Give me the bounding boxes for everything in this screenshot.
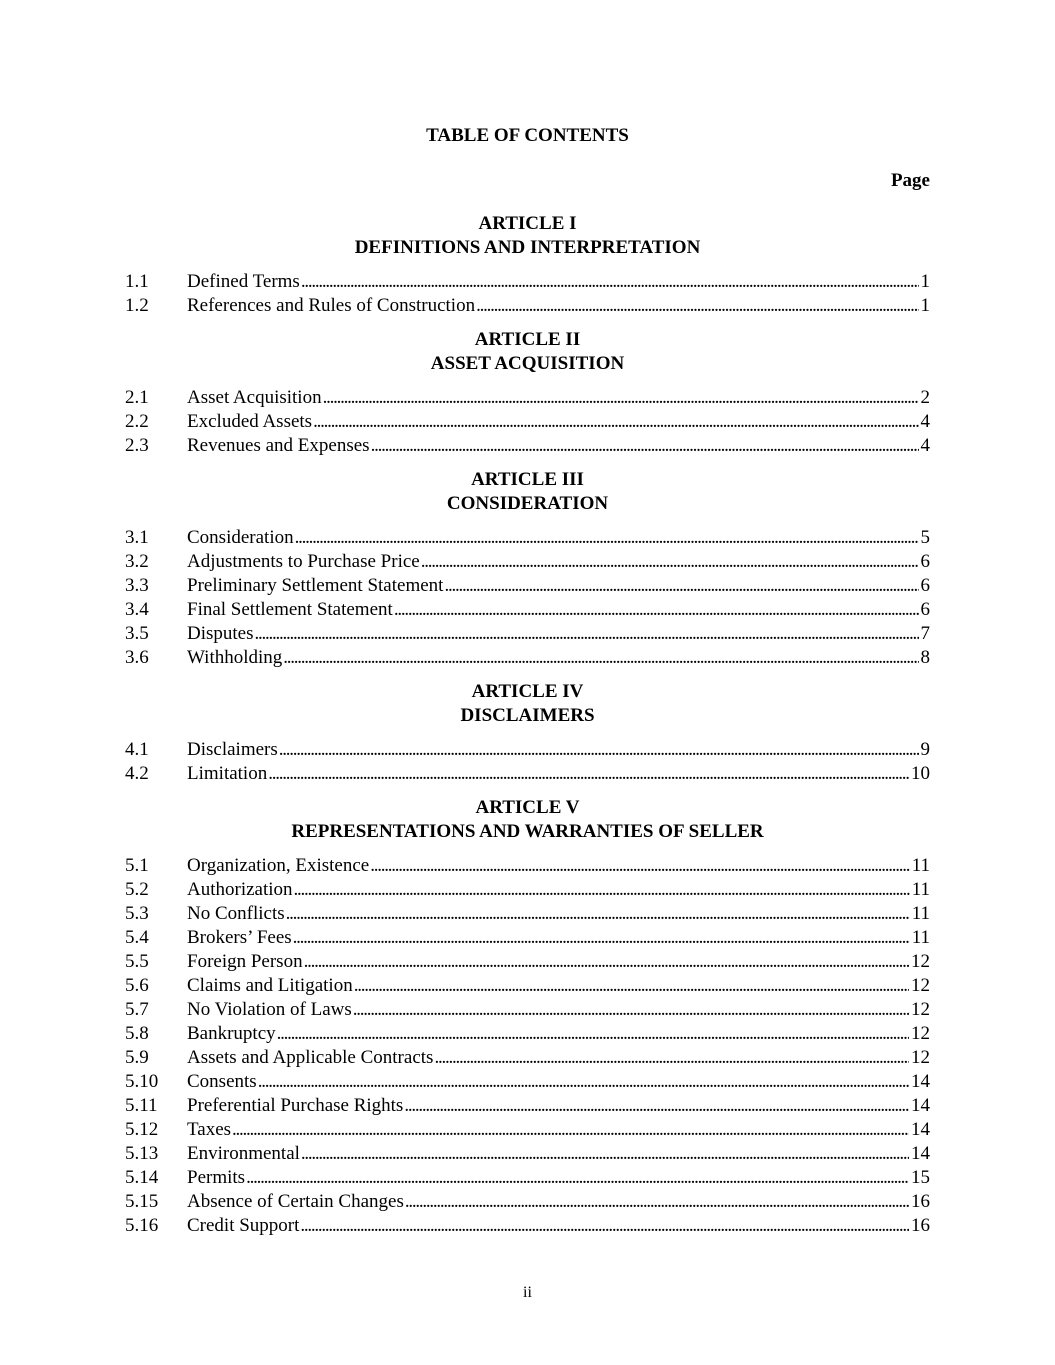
section-title: Disclaimers — [187, 739, 278, 760]
article-number: ARTICLE I — [478, 213, 577, 234]
dot-leader — [295, 526, 919, 550]
section-title: Brokers’ Fees — [187, 927, 292, 948]
section-page-number: 9 — [920, 739, 930, 760]
toc-entry[interactable] — [125, 526, 930, 550]
section-page-number: 12 — [911, 1023, 930, 1044]
toc-entry[interactable] — [125, 762, 930, 786]
toc-entry[interactable] — [125, 622, 930, 646]
dot-leader — [255, 622, 919, 646]
article-heading — [125, 212, 930, 260]
dot-leader — [294, 878, 910, 902]
toc-entry[interactable] — [125, 974, 930, 998]
section-number: 3.6 — [125, 647, 149, 668]
dot-leader — [313, 410, 918, 434]
article-heading — [125, 796, 930, 844]
dot-leader — [404, 1094, 909, 1118]
section-title: Bankruptcy — [187, 1023, 276, 1044]
section-page-number: 4 — [920, 435, 930, 456]
dot-leader — [370, 854, 910, 878]
section-page-number: 16 — [911, 1191, 930, 1212]
article-heading — [125, 468, 930, 516]
article-heading — [125, 680, 930, 728]
section-title: Organization, Existence — [187, 855, 370, 876]
dot-leader — [434, 1046, 909, 1070]
section-page-number: 1 — [920, 295, 930, 316]
article-number: ARTICLE III — [471, 469, 584, 490]
section-title: Disputes — [187, 623, 254, 644]
section-title: No Conflicts — [187, 903, 285, 924]
section-page-number: 4 — [920, 411, 930, 432]
section-number: 5.5 — [125, 951, 149, 972]
section-number: 5.12 — [125, 1119, 159, 1140]
section-title: Revenues and Expenses — [187, 435, 370, 456]
section-page-number: 16 — [911, 1215, 930, 1236]
dot-leader — [301, 270, 919, 294]
section-title: Foreign Person — [187, 951, 303, 972]
section-title: Withholding — [187, 647, 283, 668]
dot-leader — [300, 1214, 909, 1238]
article-section — [125, 328, 930, 458]
section-page-number: 11 — [911, 855, 930, 876]
section-page-number: 14 — [911, 1095, 930, 1116]
article-number: ARTICLE IV — [471, 681, 584, 702]
toc-entry[interactable] — [125, 738, 930, 762]
section-title: Permits — [187, 1167, 246, 1188]
section-title: Preferential Purchase Rights — [187, 1095, 404, 1116]
section-number: 5.14 — [125, 1167, 159, 1188]
section-title: Absence of Certain Changes — [187, 1191, 404, 1212]
dot-leader — [246, 1166, 909, 1190]
section-number: 2.2 — [125, 411, 149, 432]
section-number: 5.13 — [125, 1143, 159, 1164]
section-page-number: 12 — [911, 975, 930, 996]
section-title: Adjustments to Purchase Price — [187, 551, 420, 572]
dot-leader — [279, 738, 919, 762]
toc-entry[interactable] — [125, 1118, 930, 1142]
section-number: 3.3 — [125, 575, 149, 596]
article-name: ASSET ACQUISITION — [430, 353, 625, 374]
dot-leader — [394, 598, 919, 622]
section-title: Consideration — [187, 527, 294, 548]
toc-entry[interactable] — [125, 1070, 930, 1094]
section-page-number: 2 — [920, 387, 930, 408]
section-page-number: 5 — [920, 527, 930, 548]
dot-leader — [476, 294, 918, 318]
article-number: ARTICLE II — [474, 329, 581, 350]
section-page-number: 14 — [911, 1143, 930, 1164]
toc-entry[interactable] — [125, 410, 930, 434]
toc-entry[interactable] — [125, 998, 930, 1022]
section-page-number: 14 — [911, 1071, 930, 1092]
dot-leader — [293, 926, 910, 950]
section-title: Claims and Litigation — [187, 975, 353, 996]
section-title: Final Settlement Statement — [187, 599, 393, 620]
dot-leader — [283, 646, 918, 670]
section-page-number: 12 — [911, 951, 930, 972]
section-number: 5.8 — [125, 1023, 149, 1044]
section-title: Limitation — [187, 763, 268, 784]
section-number: 5.16 — [125, 1215, 159, 1236]
section-number: 5.15 — [125, 1191, 159, 1212]
section-title: References and Rules of Construction — [187, 295, 476, 316]
section-page-number: 6 — [920, 575, 930, 596]
section-page-number: 12 — [911, 1047, 930, 1068]
section-number: 5.4 — [125, 927, 149, 948]
toc-entry[interactable] — [125, 1214, 930, 1238]
toc-title: TABLE OF CONTENTS — [426, 125, 629, 146]
section-number: 5.6 — [125, 975, 149, 996]
section-title: No Violation of Laws — [187, 999, 352, 1020]
toc-entry[interactable] — [125, 270, 930, 294]
toc-entry[interactable] — [125, 1046, 930, 1070]
toc-entry[interactable] — [125, 950, 930, 974]
page-number-footer: ii — [523, 1284, 532, 1301]
section-page-number: 6 — [920, 599, 930, 620]
section-number: 5.11 — [125, 1095, 158, 1116]
section-page-number: 15 — [911, 1167, 930, 1188]
section-title: Consents — [187, 1071, 257, 1092]
section-page-number: 11 — [911, 879, 930, 900]
section-number: 5.3 — [125, 903, 149, 924]
article-section — [125, 212, 930, 318]
dot-leader — [301, 1142, 909, 1166]
section-number: 2.3 — [125, 435, 149, 456]
toc-entry[interactable] — [125, 550, 930, 574]
toc-entry[interactable] — [125, 574, 930, 598]
section-number: 1.1 — [125, 271, 149, 292]
article-section — [125, 796, 930, 1238]
dot-leader — [323, 386, 919, 410]
section-number: 5.9 — [125, 1047, 149, 1068]
toc-list — [125, 212, 930, 1248]
toc-entry[interactable] — [125, 1190, 930, 1214]
section-page-number: 11 — [911, 927, 930, 948]
article-name: CONSIDERATION — [446, 493, 609, 514]
section-number: 3.4 — [125, 599, 149, 620]
dot-leader — [353, 998, 909, 1022]
toc-entry[interactable] — [125, 1166, 930, 1190]
section-title: Excluded Assets — [187, 411, 313, 432]
article-name: DISCLAIMERS — [460, 705, 595, 726]
section-page-number: 11 — [911, 903, 930, 924]
toc-entry[interactable] — [125, 646, 930, 670]
dot-leader — [304, 950, 909, 974]
toc-entry[interactable] — [125, 878, 930, 902]
section-title: Credit Support — [187, 1215, 300, 1236]
dot-leader — [421, 550, 919, 574]
section-title: Preliminary Settlement Statement — [187, 575, 444, 596]
section-number: 3.2 — [125, 551, 149, 572]
section-page-number: 6 — [920, 551, 930, 572]
page-column-header: Page — [890, 170, 930, 191]
section-number: 5.7 — [125, 999, 149, 1020]
article-number: ARTICLE V — [475, 797, 580, 818]
toc-entry[interactable] — [125, 1022, 930, 1046]
toc-entry[interactable] — [125, 598, 930, 622]
section-number: 5.2 — [125, 879, 149, 900]
section-title: Assets and Applicable Contracts — [187, 1047, 434, 1068]
article-name: REPRESENTATIONS AND WARRANTIES OF SELLER — [291, 821, 764, 842]
dot-leader — [286, 902, 910, 926]
section-page-number: 1 — [920, 271, 930, 292]
dot-leader — [371, 434, 919, 458]
dot-leader — [258, 1070, 909, 1094]
section-page-number: 14 — [911, 1119, 930, 1140]
article-name: DEFINITIONS AND INTERPRETATION — [354, 237, 701, 258]
section-number: 3.1 — [125, 527, 149, 548]
toc-entry[interactable] — [125, 926, 930, 950]
section-number: 5.10 — [125, 1071, 159, 1092]
article-section — [125, 468, 930, 670]
dot-leader — [354, 974, 909, 998]
section-title: Defined Terms — [187, 271, 300, 292]
toc-entry[interactable] — [125, 386, 930, 410]
toc-entry[interactable] — [125, 854, 930, 878]
section-title: Environmental — [187, 1143, 300, 1164]
section-page-number: 12 — [911, 999, 930, 1020]
toc-entry[interactable] — [125, 294, 930, 318]
section-number: 4.1 — [125, 739, 149, 760]
section-page-number: 8 — [920, 647, 930, 668]
section-title: Authorization — [187, 879, 293, 900]
section-page-number: 10 — [911, 763, 930, 784]
section-number: 1.2 — [125, 295, 149, 316]
dot-leader — [232, 1118, 909, 1142]
dot-leader — [268, 762, 909, 786]
section-title: Asset Acquisition — [187, 387, 322, 408]
section-number: 5.1 — [125, 855, 149, 876]
toc-entry[interactable] — [125, 1094, 930, 1118]
article-section — [125, 680, 930, 786]
dot-leader — [277, 1022, 909, 1046]
section-title: Taxes — [187, 1119, 232, 1140]
section-number: 3.5 — [125, 623, 149, 644]
article-heading — [125, 328, 930, 376]
toc-entry[interactable] — [125, 902, 930, 926]
dot-leader — [444, 574, 918, 598]
section-number: 4.2 — [125, 763, 149, 784]
toc-entry[interactable] — [125, 434, 930, 458]
section-page-number: 7 — [920, 623, 930, 644]
toc-entry[interactable] — [125, 1142, 930, 1166]
section-number: 2.1 — [125, 387, 149, 408]
dot-leader — [405, 1190, 909, 1214]
